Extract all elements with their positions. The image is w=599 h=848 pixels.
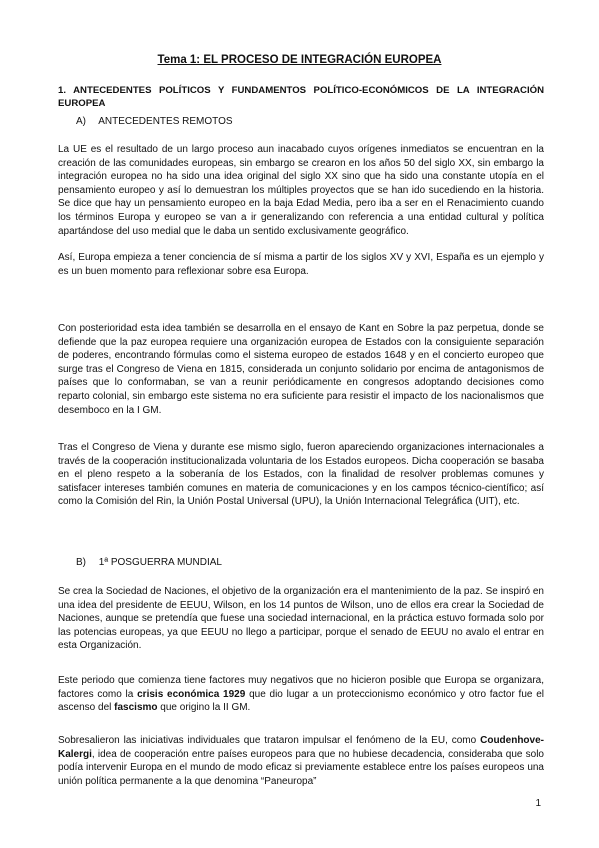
paragraph-1: La UE es el resultado de un largo proceso aun inacabado cuyos orígenes inmediatos se encuentran en la creación de las comunidades europeas, sin embargo se crearon en los años 50 del siglo XX, sin embargo la integración europea no ha sido una idea original del siglo XX sino que ha sido una constante utopía en el pensamiento europeo y así lo demuestran los múltiples proyectos que se han ido sucediendo en la historia. Se dice que hay un pensamiento europeo en la baja Edad Media, pero iba a ser en el Renacimiento cuando los términos Europa y europeo se van a ir generalizando con referencia a una entidad cultural y política apartándose del uso medial que le daba un sentido exclusivamente geográfico. [58, 144, 544, 237]
bold-term: crisis económica 1929 [137, 688, 246, 700]
subsection-letter: B) [76, 557, 86, 568]
paragraph-6 [58, 674, 544, 715]
text-run: que dio lugar a un proteccionismo económico y otro factor fue el ascenso del [58, 688, 545, 714]
subsection-a-heading [76, 115, 233, 128]
paragraph-5: Se crea la Sociedad de Naciones, el objetivo de la organización era el mantenimiento de la paz. Se inspiró en una idea del presidente de EEUU, Wilson, en los 14 puntos de Wilson, uno de ellos era crear la Sociedad de Naciones, aunque se pretendía que fuese una sociedad internacional, en la práctica estuvo formada solo por las potencias europeas, ya que EEUU no llego a participar, porque el senado de EEUU no avalo el entrar en esta Organización. [58, 586, 544, 652]
subsection-letter: A) [76, 116, 86, 127]
page-number: 1 [535, 798, 541, 809]
subsection-label: ANTECEDENTES REMOTOS [98, 116, 233, 127]
paragraph-2: Así, Europa empieza a tener conciencia de sí misma a partir de los siglos XV y XVI, España es un ejemplo y es un buen momento para reflexionar sobre esa Europa. [58, 252, 544, 277]
subsection-b-heading [76, 556, 222, 569]
paragraph-3: Con posterioridad esta idea también se desarrolla en el ensayo de Kant en Sobre la paz perpetua, donde se defiende que la paz europea requiere una organización europea de Estados con la consiguiente separación de poderes, encontrando fórmulas como el sistema europeo de estados 1648 y en el concierto europeo que surge tras el Congreso de Viena en 1815, considerada un conjunto solidario por encima de antagonismos de países que lo conformaban, se van a reunir periódicamente en congresos adoptando decisiones como reparto colonial, sin embargo este sistema no era suficiente para resistir el impacto de los nacionalismos que desemboco en la I GM. [58, 323, 544, 416]
paragraph-4: Tras el Congreso de Viena y durante ese mismo siglo, fueron apareciendo organizaciones internacionales a través de la cooperación institucionalizada voluntaria de los Estados europeos. Dicha cooperación se basaba en el pleno respeto a la soberanía de los Estados, con la finalidad de resolver problemas comunes y satisfacer intereses también comunes en materia de comunicaciones y en los campos técnico-científico; así como la Comisión del Rin, la Unión Postal Universal (UPU), la Unión Internacional Telegráfica (UIT), etc. [58, 442, 544, 508]
section-heading: 1. ANTECEDENTES POLÍTICOS Y FUNDAMENTOS POLÍTICO-ECONÓMICOS DE LA INTEGRACIÓN EUROPEA [58, 85, 544, 109]
paragraph-7 [58, 734, 544, 788]
document-title: Tema 1: EL PROCESO DE INTEGRACIÓN EUROPEA [157, 54, 442, 66]
text-run: Sobresalieron las iniciativas individuales que trataron impulsar el fenómeno de la EU, como [58, 735, 481, 746]
text-run: que origino la II GM. [157, 702, 251, 714]
subsection-label: 1ª POSGUERRA MUNDIAL [98, 557, 222, 568]
bold-term: fascismo [114, 702, 158, 714]
text-run: , idea de cooperación entre países europeos para que no hubiese decadencia, consideraba que solo podía intervenir Europa en el mundo de modo eficaz si previamente establece entre los países europeos una unión política permanente a la que denomina “Paneuropa” [58, 748, 544, 787]
text-run: Este periodo que comienza tiene factores muy negativos que no hicieron posible que Europa se organizara, factores como la [58, 675, 544, 700]
bold-term: Coudenhove-Kalergi [58, 735, 544, 760]
